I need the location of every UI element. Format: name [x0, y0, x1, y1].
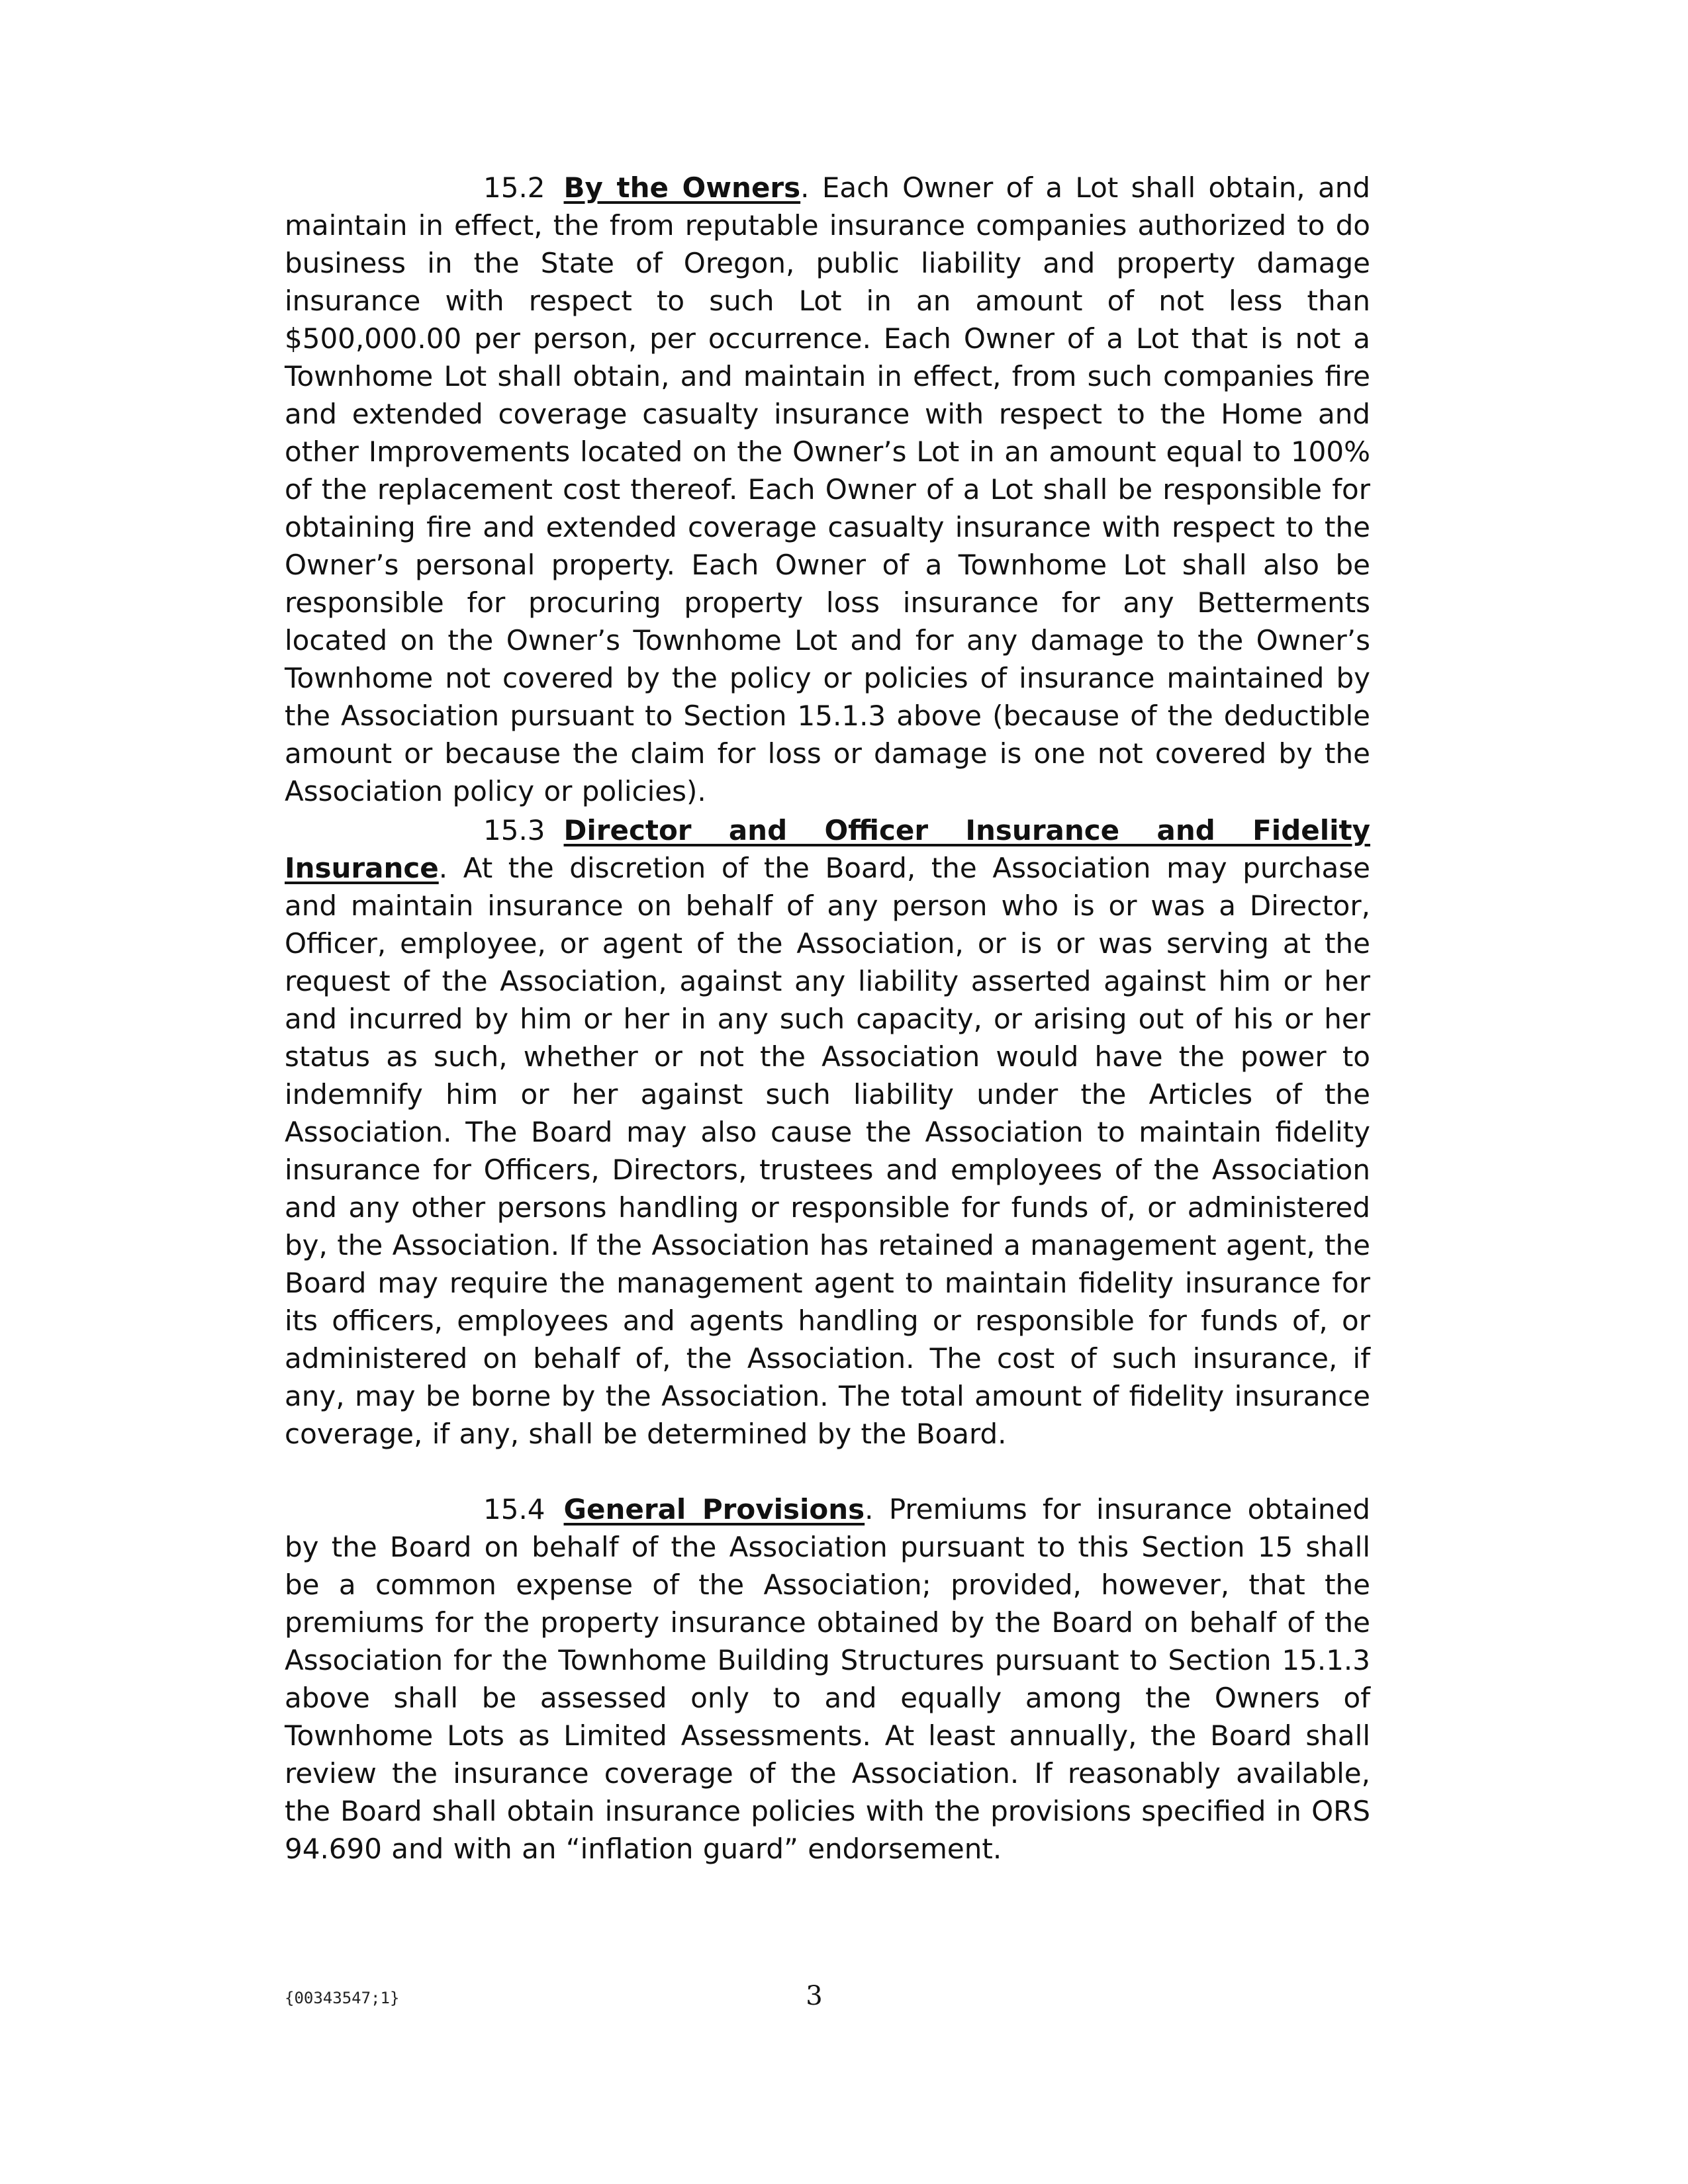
section-number: 15.4	[483, 1493, 545, 1525]
section-15-4	[285, 1490, 1370, 1868]
document-id: {00343547;1}	[285, 1989, 400, 2007]
section-title: By the Owners	[563, 171, 801, 204]
section-title: General Provisions	[563, 1493, 865, 1525]
section-number: 15.3	[483, 814, 545, 846]
section-number: 15.2	[483, 171, 545, 204]
section-15-2	[285, 169, 1370, 810]
section-body: . Each Owner of a Lot shall obtain, and maintain in effect, the from reputable insurance companies authorized to do business in the State of Oregon, public liability and property damage insurance with respect to such Lot in an amount of not less than $500,000.00 per person, per occurrence. Each Owner of a Lot that is not a Townhome Lot shall obtain, and maintain in effect, from such companies fire and extended coverage casualty insurance with respect to the Home and other Improvements located on the Owner’s Lot in an amount equal to 100% of the replacement cost thereof. Each Owner of a Lot shall be responsible for obtaining fire and extended coverage casualty insurance with respect to the Owner’s personal property. Each Owner of a Townhome Lot shall also be responsible for procuring property loss insurance for any Betterments located on the Owner’s Townhome Lot and for any damage to the Owner’s Townhome not covered by the policy or policies of insurance maintained by the Association pursuant to Section 15.1.3 above (because of the deductible amount or because the claim for loss or damage is one not covered by the Association policy or policies).	[285, 171, 1370, 807]
page-number: 3	[806, 1981, 823, 2011]
section-title: Director and Officer Insurance and Fidelity Insurance	[285, 814, 1370, 884]
section-body: . Premiums for insurance obtained by the Board on behalf of the Association pursuant to this Section 15 shall be a common expense of the Association; provided, however, that the premiums for the property insurance obtained by the Board on behalf of the Association for the Townhome Building Structures pursuant to Section 15.1.3 above shall be assessed only to and equally among the Owners of Townhome Lots as Limited Assessments. At least annually, the Board shall review the insurance coverage of the Association. If reasonably available, the Board shall obtain insurance policies with the provisions specified in ORS 94.690 and with an “inflation guard” endorsement.	[285, 1493, 1370, 1865]
section-15-3	[285, 811, 1370, 1453]
section-body: . At the discretion of the Board, the Association may purchase and maintain insurance on behalf of any person who is or was a Director, Officer, employee, or agent of the Association, or is or was serving at the request of the Association, against any liability asserted against him or her and incurred by him or her in any such capacity, or arising out of his or her status as such, whether or not the Association would have the power to indemnify him or her against such liability under the Articles of the Association. The Board may also cause the Association to maintain fidelity insurance for Officers, Directors, trustees and employees of the Association and any other persons handling or responsible for funds of, or administered by, the Association. If the Association has retained a management agent, the Board may require the management agent to maintain fidelity insurance for its officers, employees and agents handling or responsible for funds of, or administered on behalf of, the Association. The cost of such insurance, if any, may be borne by the Association. The total amount of fidelity insurance coverage, if any, shall be determined by the Board.	[285, 852, 1370, 1450]
